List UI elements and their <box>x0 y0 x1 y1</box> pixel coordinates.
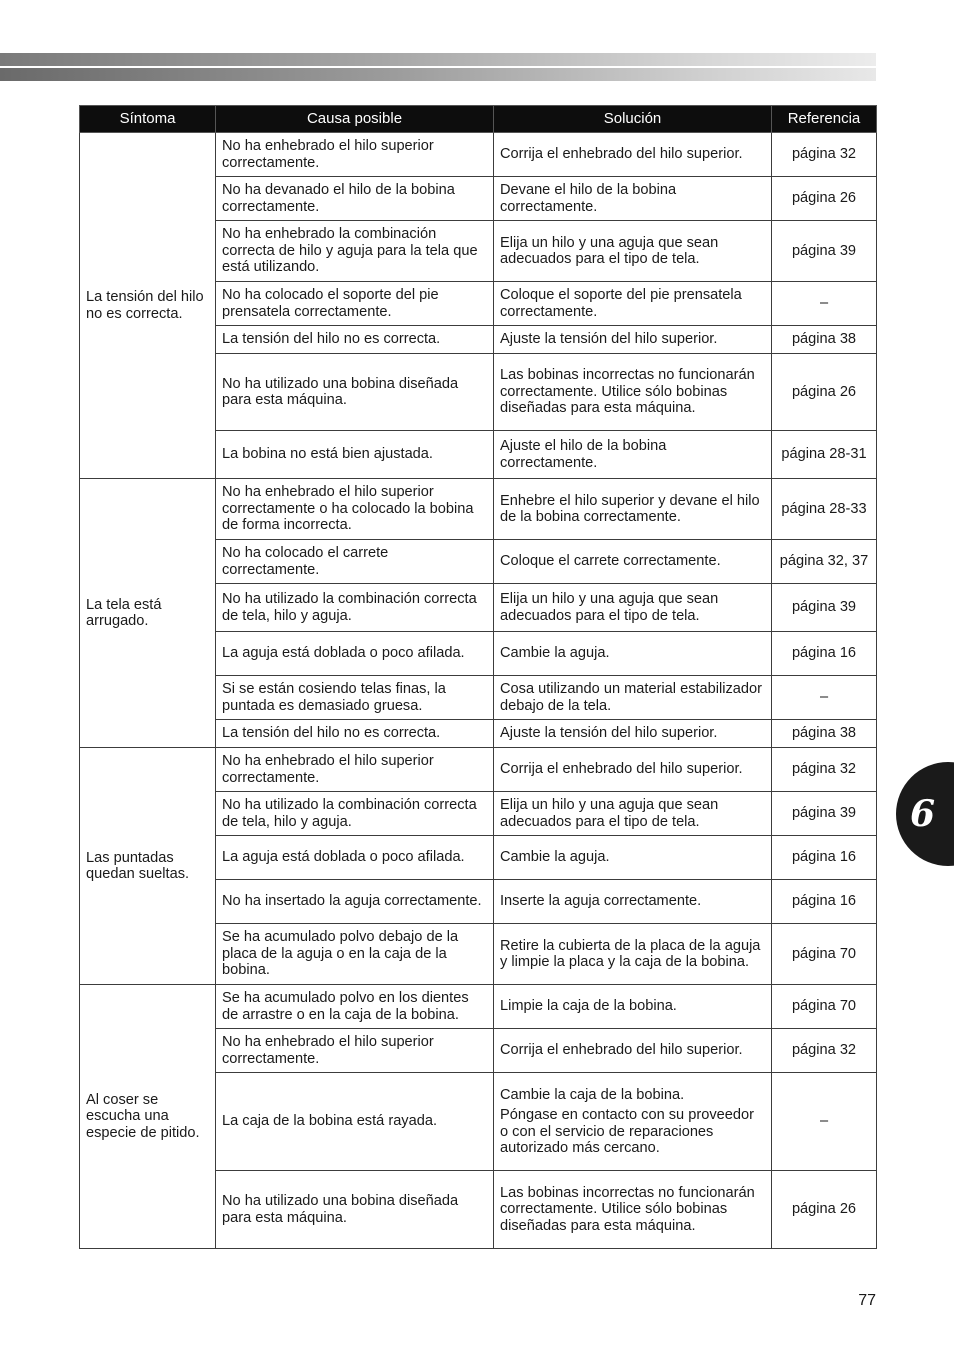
cause-cell: No ha utilizado una bobina diseñada para esta máquina. <box>216 1171 494 1249</box>
cause-cell: La tensión del hilo no es correcta. <box>216 720 494 748</box>
cause-cell: No ha insertado la aguja correctamente. <box>216 880 494 924</box>
reference-cell: página 16 <box>772 836 877 880</box>
solution-cell <box>494 632 772 676</box>
solution-cell <box>494 924 772 985</box>
symptom-cell: Al coser se escucha una especie de pitido. <box>80 985 216 1249</box>
reference-cell: página 70 <box>772 924 877 985</box>
cause-cell: Si se están cosiendo telas finas, la puntada es demasiado gruesa. <box>216 676 494 720</box>
solution-text: Limpie la caja de la bobina. <box>500 998 677 1015</box>
solution-text: Corrija el enhebrado del hilo superior. <box>500 146 743 163</box>
symptom-cell: La tela está arrugado. <box>80 479 216 748</box>
solution-cell <box>494 1029 772 1073</box>
solution-cell <box>494 479 772 540</box>
cause-cell: No ha enhebrado el hilo superior correctamente. <box>216 133 494 177</box>
solution-text: Enhebre el hilo superior y devane el hilo de la bobina correctamente. <box>500 492 760 525</box>
solution-cell <box>494 282 772 326</box>
cause-cell: No ha utilizado la combinación correcta de tela, hilo y aguja. <box>216 584 494 632</box>
cause-cell: La aguja está doblada o poco afilada. <box>216 632 494 676</box>
solution-cell <box>494 431 772 479</box>
solution-text: Coloque el carrete correctamente. <box>500 553 721 570</box>
reference-cell: página 38 <box>772 720 877 748</box>
reference-cell: página 32 <box>772 1029 877 1073</box>
cause-cell: No ha devanado el hilo de la bobina correctamente. <box>216 177 494 221</box>
solution-text: Elija un hilo y una aguja que sean adecuados para el tipo de tela. <box>500 591 719 624</box>
cause-cell: No ha enhebrado el hilo superior correctamente o ha colocado la bobina de forma incorrecta. <box>216 479 494 540</box>
cause-cell: No ha colocado el soporte del pie prensatela correctamente. <box>216 282 494 326</box>
header-reference: Referencia <box>772 106 877 133</box>
reference-cell: página 16 <box>772 880 877 924</box>
cause-cell: No ha utilizado la combinación correcta de tela, hilo y aguja. <box>216 792 494 836</box>
solution-text: Retire la cubierta de la placa de la aguja y limpie la placa y la caja de la bobina. <box>500 937 761 970</box>
table-row <box>80 479 877 540</box>
cause-cell: Se ha acumulado polvo en los dientes de arrastre o en la caja de la bobina. <box>216 985 494 1029</box>
solution-text: Cambie la aguja. <box>500 645 610 662</box>
solution-text: Corrija el enhebrado del hilo superior. <box>500 1042 743 1059</box>
header-solution: Solución <box>494 106 772 133</box>
page-number: 77 <box>858 1292 876 1309</box>
solution-text: Las bobinas incorrectas no funcionarán correctamente. Utilice sólo bobinas diseñadas para esta máquina. <box>500 367 755 417</box>
solution-text: Cosa utilizando un material estabilizador debajo de la tela. <box>500 681 763 714</box>
reference-cell: página 26 <box>772 177 877 221</box>
solution-text: Cambie la caja de la bobina. <box>500 1086 685 1103</box>
reference-cell: página 32 <box>772 133 877 177</box>
chapter-tab: 6 <box>896 762 954 866</box>
solution-cell <box>494 1171 772 1249</box>
solution-text: Ajuste la tensión del hilo superior. <box>500 331 718 348</box>
solution-cell <box>494 792 772 836</box>
reference-cell: página 39 <box>772 584 877 632</box>
solution-text: Coloque el soporte del pie prensatela correctamente. <box>500 287 742 320</box>
reference-cell: página 16 <box>772 632 877 676</box>
reference-cell: página 38 <box>772 326 877 354</box>
cause-cell: La tensión del hilo no es correcta. <box>216 326 494 354</box>
reference-cell: página 70 <box>772 985 877 1029</box>
cause-cell: No ha enhebrado el hilo superior correctamente. <box>216 748 494 792</box>
solution-cell <box>494 584 772 632</box>
solution-text: Ajuste el hilo de la bobina correctamente. <box>500 438 667 471</box>
solution-cell <box>494 985 772 1029</box>
solution-cell <box>494 1073 772 1171</box>
header-cause: Causa posible <box>216 106 494 133</box>
cause-cell: La caja de la bobina está rayada. <box>216 1073 494 1171</box>
reference-cell: – <box>772 1073 877 1171</box>
solution-text: Elija un hilo y una aguja que sean adecuados para el tipo de tela. <box>500 234 719 267</box>
solution-text: Inserte la aguja correctamente. <box>500 893 702 910</box>
reference-cell: página 32, 37 <box>772 540 877 584</box>
reference-cell: página 26 <box>772 354 877 431</box>
solution-text: Devane el hilo de la bobina correctamente. <box>500 182 677 215</box>
reference-cell: página 28-31 <box>772 431 877 479</box>
solution-text: Póngase en contacto con su proveedor o con el servicio de reparaciones autorizado más cercano. <box>500 1107 754 1156</box>
cause-cell: La aguja está doblada o poco afilada. <box>216 836 494 880</box>
solution-text: Corrija el enhebrado del hilo superior. <box>500 761 743 778</box>
solution-cell <box>494 133 772 177</box>
solution-cell <box>494 354 772 431</box>
reference-cell: página 26 <box>772 1171 877 1249</box>
cause-cell: No ha enhebrado la combinación correcta de hilo y aguja para la tela que está utilizando. <box>216 221 494 282</box>
reference-cell: página 39 <box>772 221 877 282</box>
solution-text: Las bobinas incorrectas no funcionarán correctamente. Utilice sólo bobinas diseñadas para esta máquina. <box>500 1184 755 1234</box>
reference-cell: página 28-33 <box>772 479 877 540</box>
cause-cell: No ha enhebrado el hilo superior correctamente. <box>216 1029 494 1073</box>
table-row <box>80 985 877 1029</box>
solution-cell <box>494 177 772 221</box>
reference-cell: – <box>772 282 877 326</box>
solution-cell <box>494 540 772 584</box>
symptom-cell: Las puntadas quedan sueltas. <box>80 748 216 985</box>
solution-cell <box>494 221 772 282</box>
solution-cell <box>494 836 772 880</box>
table-row <box>80 133 877 177</box>
cause-cell: La bobina no está bien ajustada. <box>216 431 494 479</box>
solution-text: Elija un hilo y una aguja que sean adecuados para el tipo de tela. <box>500 797 719 830</box>
solution-cell <box>494 720 772 748</box>
solution-cell <box>494 880 772 924</box>
reference-cell: página 39 <box>772 792 877 836</box>
solution-text: Cambie la aguja. <box>500 849 610 866</box>
cause-cell: No ha colocado el carrete correctamente. <box>216 540 494 584</box>
symptom-cell: La tensión del hilo no es correcta. <box>80 133 216 479</box>
reference-cell: página 32 <box>772 748 877 792</box>
table-row <box>80 748 877 792</box>
troubleshooting-table <box>79 105 877 1249</box>
cause-cell: No ha utilizado una bobina diseñada para esta máquina. <box>216 354 494 431</box>
solution-cell <box>494 326 772 354</box>
header-band-bottom <box>0 68 876 81</box>
table-header-row <box>80 106 877 133</box>
solution-cell <box>494 748 772 792</box>
header-symptom: Síntoma <box>80 106 216 133</box>
header-band-top <box>0 53 876 66</box>
cause-cell: Se ha acumulado polvo debajo de la placa de la aguja o en la caja de la bobina. <box>216 924 494 985</box>
reference-cell: – <box>772 676 877 720</box>
solution-text: Ajuste la tensión del hilo superior. <box>500 725 718 742</box>
solution-cell <box>494 676 772 720</box>
